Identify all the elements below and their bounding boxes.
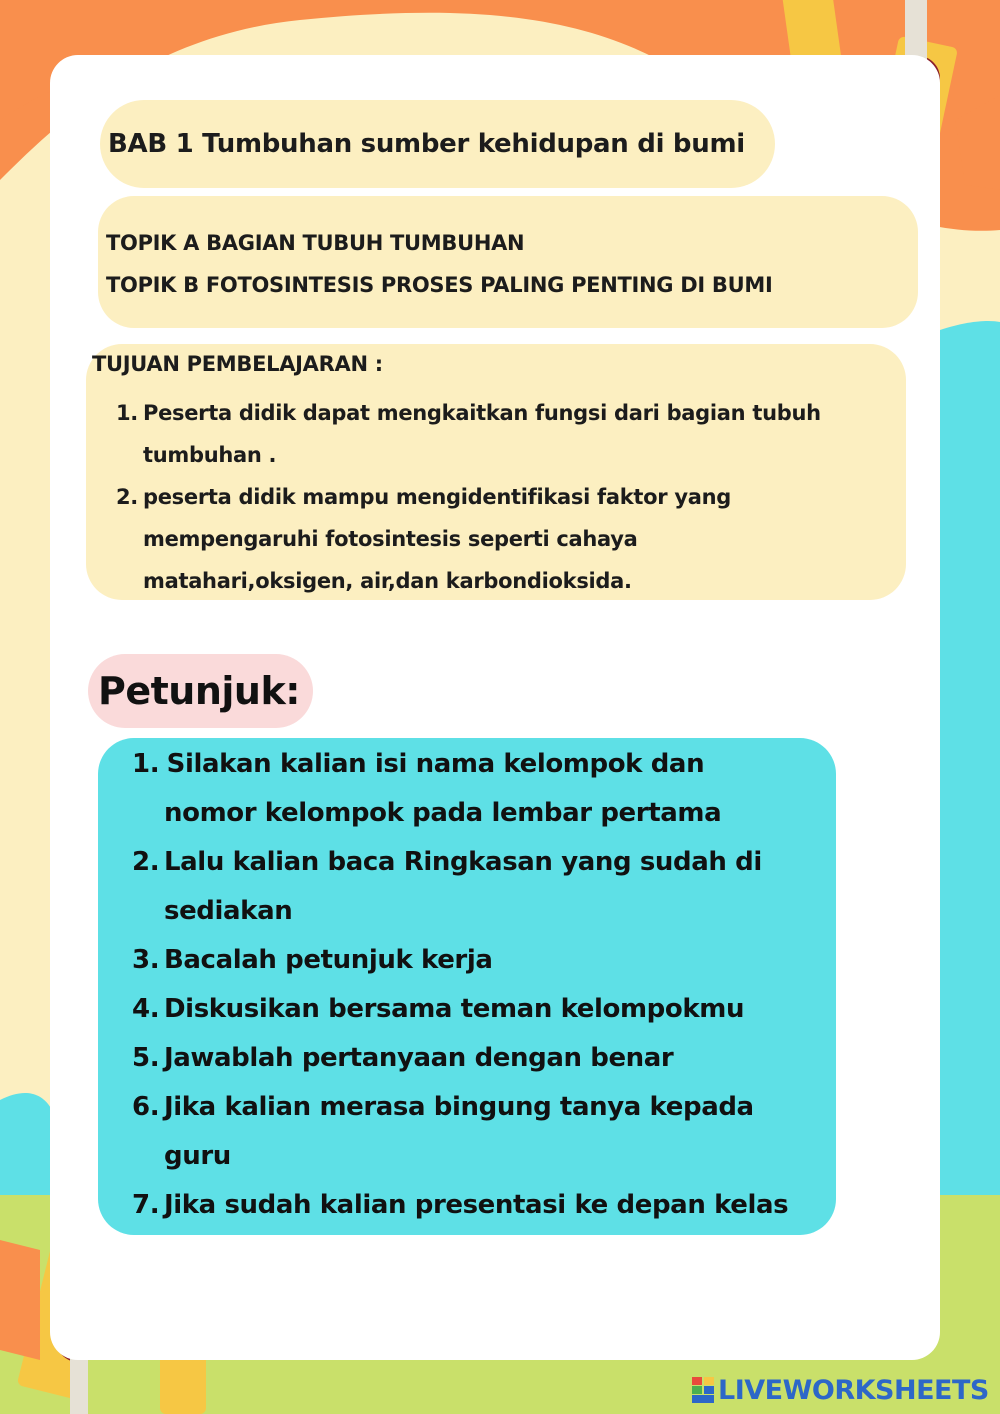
list-item — [86, 392, 906, 476]
instructions-box — [98, 738, 836, 1235]
list-item — [98, 936, 836, 985]
list-item — [86, 476, 906, 602]
item-line: Diskusikan bersama teman kelompokmu — [164, 994, 745, 1024]
chapter-banner — [100, 100, 775, 188]
topics-box — [98, 196, 918, 328]
list-item — [98, 1034, 836, 1083]
item-line: Bacalah petunjuk kerja — [164, 945, 493, 975]
item-line: mempengaruhi fotosintesis seperti cahaya — [143, 527, 638, 551]
chapter-title: BAB 1 Tumbuhan sumber kehidupan di bumi — [108, 129, 745, 159]
topic-a: TOPIK A BAGIAN TUBUH TUMBUHAN — [106, 231, 525, 255]
instructions-heading — [88, 654, 313, 728]
item-line: Peserta didik dapat mengkaitkan fungsi dari bagian tubuh — [143, 401, 821, 425]
objectives-title: TUJUAN PEMBELAJARAN : — [92, 352, 383, 376]
brand-text: LIVEWORKSHEETS — [718, 1374, 989, 1406]
item-line: Jawablah pertanyaan dengan benar — [164, 1043, 674, 1073]
item-number: 2. — [116, 485, 138, 509]
instructions-title: Petunjuk: — [98, 669, 300, 713]
item-number: 4. — [132, 994, 160, 1024]
list-item — [98, 985, 836, 1034]
list-item — [98, 1083, 836, 1181]
item-line: nomor kelompok pada lembar pertama — [164, 798, 722, 828]
crayon-icon — [0, 1240, 40, 1360]
item-line: Lalu kalian baca Ringkasan yang sudah di — [164, 847, 762, 877]
objectives-list — [86, 392, 906, 602]
item-line: guru — [164, 1141, 231, 1171]
item-number: 6. — [132, 1092, 160, 1122]
item-line: Jika kalian merasa bingung tanya kepada — [164, 1092, 754, 1122]
item-number: 1. — [116, 401, 138, 425]
item-line: Silakan kalian isi nama kelompok dan — [158, 749, 705, 779]
item-line: sediakan — [164, 896, 293, 926]
item-line: peserta didik mampu mengidentifikasi faktor yang — [143, 485, 731, 509]
item-number: 2. — [132, 847, 160, 877]
list-item — [98, 838, 836, 936]
item-number: 1. — [132, 749, 160, 779]
item-line: matahari,oksigen, air,dan karbondioksida. — [143, 569, 632, 593]
item-line: Jika sudah kalian presentasi ke depan kelas — [164, 1190, 789, 1220]
learning-objectives-box — [86, 344, 906, 600]
liveworksheets-logo[interactable] — [692, 1372, 989, 1408]
list-item — [98, 1181, 836, 1230]
list-item — [98, 740, 836, 838]
instructions-list — [98, 740, 836, 1230]
item-number: 5. — [132, 1043, 160, 1073]
item-line: tumbuhan . — [143, 443, 277, 467]
topic-b: TOPIK B FOTOSINTESIS PROSES PALING PENTING DI BUMI — [106, 273, 773, 297]
item-number: 3. — [132, 945, 160, 975]
liveworksheets-icon — [692, 1377, 714, 1403]
item-number: 7. — [132, 1190, 160, 1220]
